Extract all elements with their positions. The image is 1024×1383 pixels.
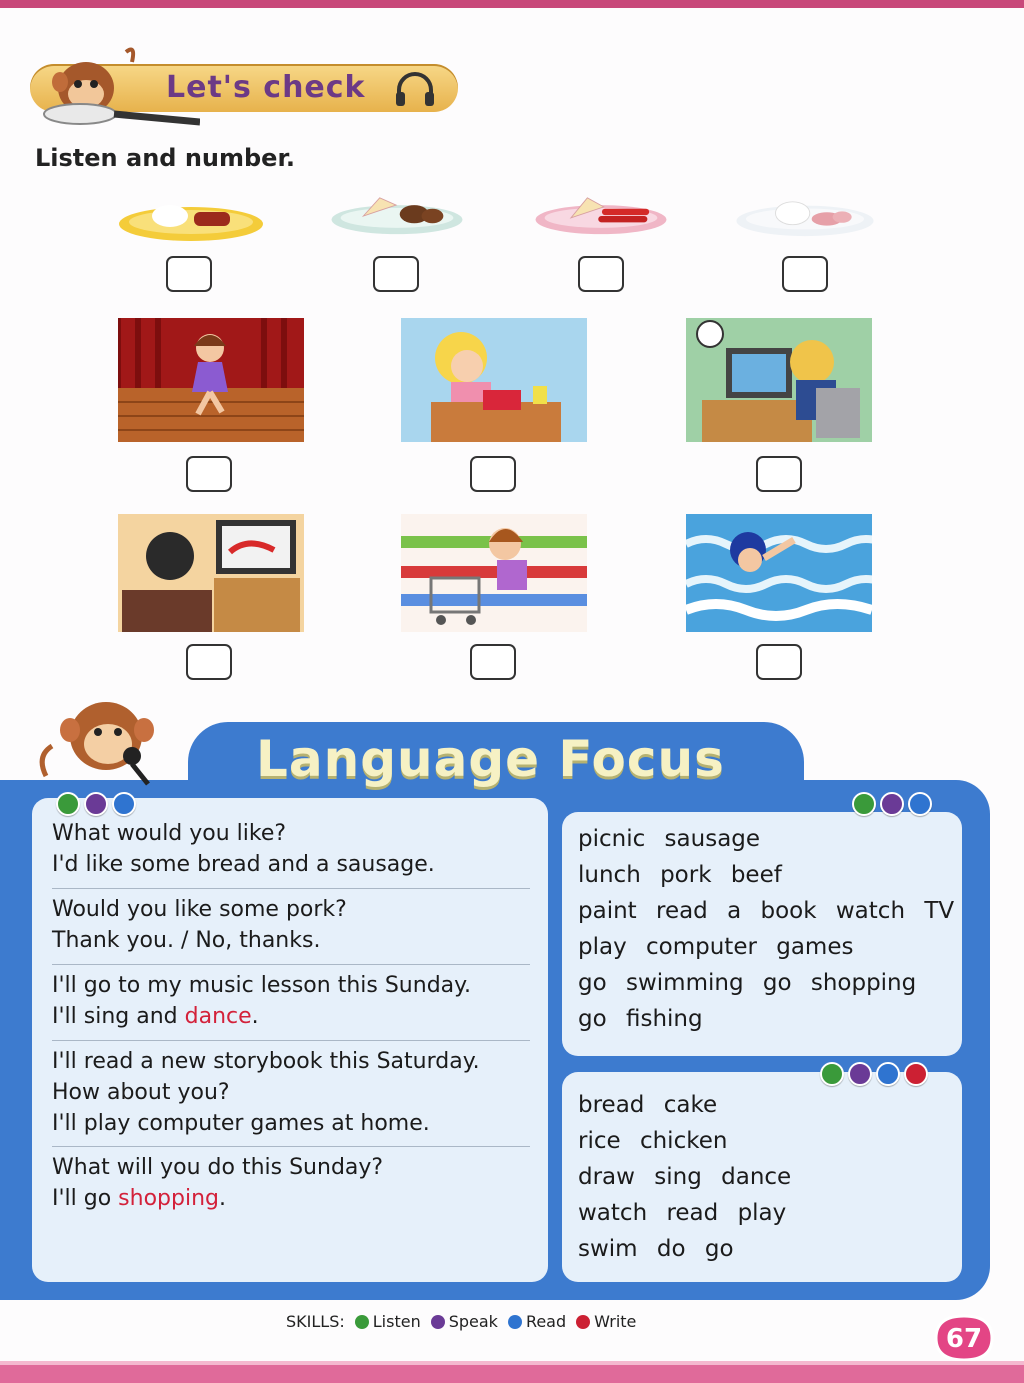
girl-dancing-on-stage [118, 318, 304, 442]
skills-label: SKILLS: [286, 1312, 345, 1331]
sentence-line: I'll play computer games at home. [52, 1111, 430, 1136]
skill-dots-all [820, 1062, 928, 1086]
divider [52, 964, 530, 965]
sentence-line: Thank you. / No, thanks. [52, 928, 321, 953]
skill-dots-listen-speak-read [852, 792, 932, 816]
skill-write: Write [576, 1312, 636, 1331]
answer-box[interactable] [756, 644, 802, 680]
bottom-border [0, 1365, 1024, 1383]
read-dot-icon [508, 1315, 522, 1329]
answer-box[interactable] [373, 256, 419, 292]
listen-dot-icon [355, 1315, 369, 1329]
sentence-group-1 [52, 818, 435, 880]
sentence-line: I'd like some bread and a sausage. [52, 852, 435, 877]
divider [52, 1146, 530, 1147]
highlight-word: shopping [118, 1186, 219, 1211]
phrase-row: picnic sausage [578, 826, 761, 852]
phrase-row: play computer games [578, 934, 854, 960]
bread-and-chicken-plate [324, 196, 470, 236]
sentence-line: I'll go shopping. [52, 1186, 226, 1211]
boy-swimming [686, 514, 872, 632]
headphones-icon [394, 70, 436, 108]
sentence-group-3 [52, 970, 471, 1032]
word-row: draw sing dance [578, 1164, 792, 1190]
sentence-line: I'll read a new storybook this Saturday. [52, 1049, 480, 1074]
answer-box[interactable] [186, 644, 232, 680]
word-row: swim do go [578, 1236, 734, 1262]
answer-box[interactable] [578, 256, 624, 292]
phrase-row: paint read a book watch TV [578, 898, 955, 924]
top-border [0, 0, 1024, 8]
speak-dot-icon [431, 1315, 445, 1329]
write-dot-icon [576, 1315, 590, 1329]
phrase-row: go fishing [578, 1006, 703, 1032]
girl-reading-book [401, 318, 587, 442]
sentence-line: I'll sing and dance. [52, 1004, 259, 1029]
lets-check-title: Let's check [166, 70, 366, 105]
answer-box[interactable] [470, 456, 516, 492]
rice-and-pork-plate [732, 198, 878, 238]
language-focus-title: Language Focus [256, 730, 725, 788]
word-row: bread cake [578, 1092, 718, 1118]
boy-at-computer [686, 318, 872, 442]
answer-box[interactable] [166, 256, 212, 292]
phrase-row: lunch pork beef [578, 862, 782, 888]
rice-and-beef-plate [118, 202, 264, 242]
answer-box[interactable] [756, 456, 802, 492]
page-number-badge [928, 1312, 1000, 1364]
sentence-line: Would you like some pork? [52, 897, 347, 922]
sentence-line: What will you do this Sunday? [52, 1155, 384, 1180]
skill-dots-listen-speak-read [56, 792, 136, 816]
sentence-group-5 [52, 1152, 383, 1214]
word-row: rice chicken [578, 1128, 728, 1154]
boy-watching-tv [118, 514, 304, 632]
answer-box[interactable] [782, 256, 828, 292]
answer-box[interactable] [186, 456, 232, 492]
girl-shopping [401, 514, 587, 632]
sentence-line: I'll go to my music lesson this Sunday. [52, 973, 472, 998]
instruction-text: Listen and number. [35, 144, 295, 172]
skill-listen: Listen [355, 1312, 421, 1331]
phrase-row: go swimming go shopping [578, 970, 917, 996]
sentence-group-2 [52, 894, 347, 956]
skill-speak: Speak [431, 1312, 498, 1331]
sentence-line: What would you like? [52, 821, 287, 846]
sentence-group-4 [52, 1046, 480, 1139]
skills-legend [286, 1312, 636, 1331]
divider [52, 888, 530, 889]
answer-box[interactable] [470, 644, 516, 680]
word-row: watch read play [578, 1200, 787, 1226]
sentence-line: How about you? [52, 1080, 230, 1105]
bread-and-sausage-plate [528, 196, 674, 236]
highlight-word: dance [184, 1004, 252, 1029]
page-number: 67 [945, 1324, 983, 1354]
skill-read: Read [508, 1312, 566, 1331]
divider [52, 1040, 530, 1041]
monkey-with-microphone-icon [36, 684, 196, 788]
